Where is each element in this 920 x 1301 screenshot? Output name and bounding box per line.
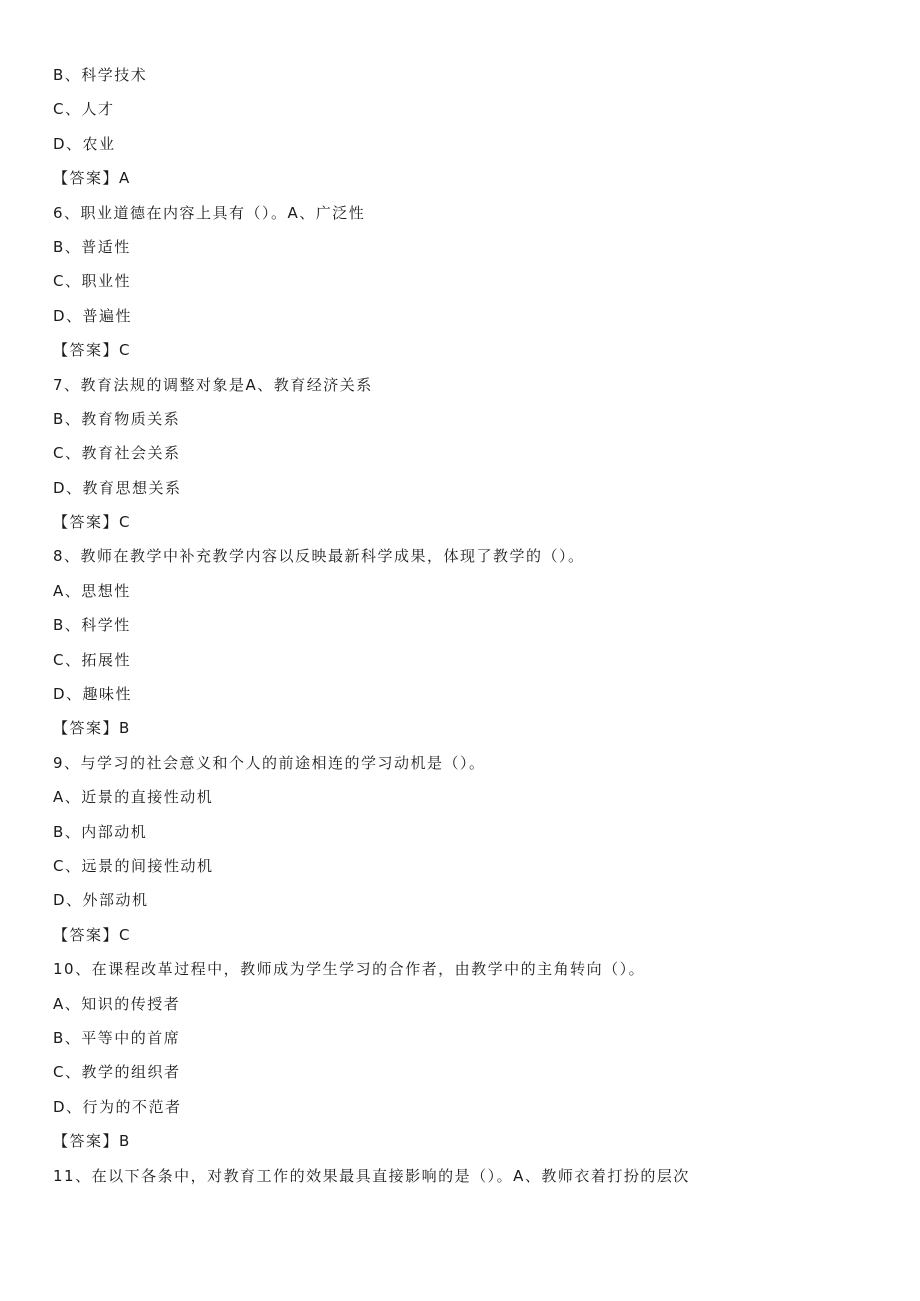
question-line: 11、在以下各条中，对教育工作的效果最具直接影响的是（）。A、教师衣着打扮的层次 [53,1166,690,1185]
answer-line: 【答案】B [53,1132,131,1151]
option-line: A、近景的直接性动机 [53,788,214,807]
option-line: C、教学的组织者 [53,1063,181,1082]
question-line: 8、教师在教学中补充教学内容以反映最新科学成果，体现了教学的（）。 [53,547,585,566]
option-line: D、教育思想关系 [53,478,182,497]
answer-line: 【答案】C [53,513,131,532]
option-line: D、行为的不范者 [53,1097,182,1116]
answer-line: 【答案】B [53,719,131,738]
option-line: B、平等中的首席 [53,1028,181,1047]
option-line: A、思想性 [53,581,131,600]
answer-line: 【答案】A [53,169,131,188]
option-line: C、教育社会关系 [53,444,181,463]
option-line: B、科学技术 [53,66,148,84]
option-line: D、趣味性 [53,685,133,704]
option-line: C、远景的间接性动机 [53,856,214,875]
question-list [53,58,873,1193]
option-line: A、知识的传授者 [53,994,181,1013]
answer-line: 【答案】C [53,341,131,360]
option-line: B、内部动机 [53,822,148,841]
option-line: B、科学性 [53,616,131,635]
question-line: 10、在课程改革过程中，教师成为学生学习的合作者，由教学中的主角转向（）。 [53,960,646,979]
option-line: B、教育物质关系 [53,409,181,428]
option-line: C、职业性 [53,272,131,291]
question-line: 7、教育法规的调整对象是A、教育经济关系 [53,375,373,394]
answer-line: 【答案】C [53,925,131,944]
option-line: C、拓展性 [53,650,131,669]
option-line: D、农业 [53,134,116,153]
option-line: D、普遍性 [53,306,133,325]
question-line: 6、职业道德在内容上具有（）。A、广泛性 [53,203,366,222]
option-line: C、人才 [53,100,115,119]
option-line: B、普适性 [53,237,131,256]
option-line: D、外部动机 [53,891,149,910]
question-line: 9、与学习的社会意义和个人的前途相连的学习动机是（）。 [53,753,486,772]
